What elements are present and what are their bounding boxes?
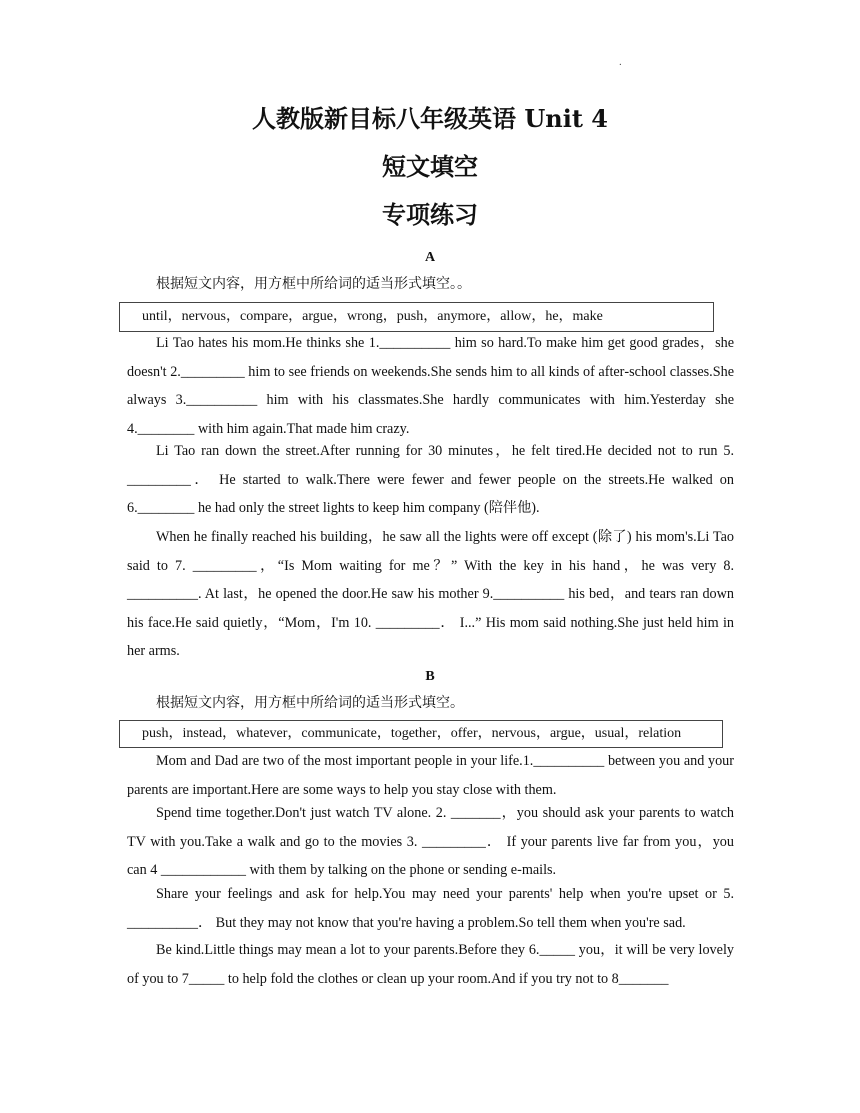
page-title: 人教版新目标八年级英语 Unit 4 xyxy=(252,104,608,133)
section-b-instruction: 根据短文内容，用方框中所给词的适当形式填空。 xyxy=(156,695,464,711)
section-a-paragraph: When he finally reached his building，he saw all the lights were off except (除了) his mom's.Li Tao said to 7. _________，“Is Mom waiting for me？” With the key in his hand，he was very 8. __________. At last，he opened the door.He saw his mother 9.__________ his bed，and tears ran down his face.He said quietly，“Mom，I'm 10. _________． I...” His mom said nothing.She just held him in her arms. xyxy=(127,529,734,659)
page-marker-dot: . xyxy=(619,56,622,68)
section-a-instruction: 根据短文内容，用方框中所给词的适当形式填空。。 xyxy=(156,276,471,292)
page-subtitle-2: 专项练习 xyxy=(382,200,478,229)
section-a-word-list: until，nervous，compare，argue，wrong，push，anymore，allow，he，make xyxy=(142,309,603,324)
page-subtitle: 短文填空 xyxy=(382,152,478,181)
section-b-word-box xyxy=(119,720,723,748)
section-a-paragraph: Li Tao hates his mom.He thinks she 1.__________ him so hard.To make him get good grades，she doesn't 2._________ him to see friends on weekends.She sends him to all kinds of after‐school classes.She always 3.__________ him with his classmates.She hardly communicates with him.Yesterday she 4.________ with him again.That made him crazy. xyxy=(127,335,734,437)
section-b-paragraph: Mom and Dad are two of the most important people in your life.1.__________ between you and your parents are important.Here are some ways to help you stay close with them. xyxy=(127,753,734,798)
section-b-paragraph: Be kind.Little things may mean a lot to your parents.Before they 6._____ you，it will be very lovely of you to 7_____ to help fold the clothes or clean up your room.And if you try not to 8_______ xyxy=(127,942,734,987)
section-b-paragraph: Spend time together.Don't just watch TV alone. 2. _______，you should ask your parents to watch TV with you.Take a walk and go to the movies 3. _________． If your parents live far from you，you can 4 ____________ with them by talking on the phone or sending e-mails. xyxy=(127,805,734,878)
section-a-paragraph: Li Tao ran down the street.After running for 30 minutes，he felt tired.He decided not to run 5. _________． He started to walk.There were fewer and fewer people on the streets.He walked on 6.________ he had only the street lights to keep him company (陪伴他). xyxy=(127,443,734,516)
section-a-word-box xyxy=(119,302,714,332)
section-b-paragraph: Share your feelings and ask for help.You may need your parents' help when you're upset or 5. __________． But they may not know that you're having a problem.So tell them when you're sad. xyxy=(127,886,734,931)
section-b-label: B xyxy=(425,669,435,684)
section-b-word-list: push，instead，whatever，communicate，together，offer，nervous，argue，usual，relation xyxy=(142,726,682,741)
section-a-label: A xyxy=(424,250,436,265)
